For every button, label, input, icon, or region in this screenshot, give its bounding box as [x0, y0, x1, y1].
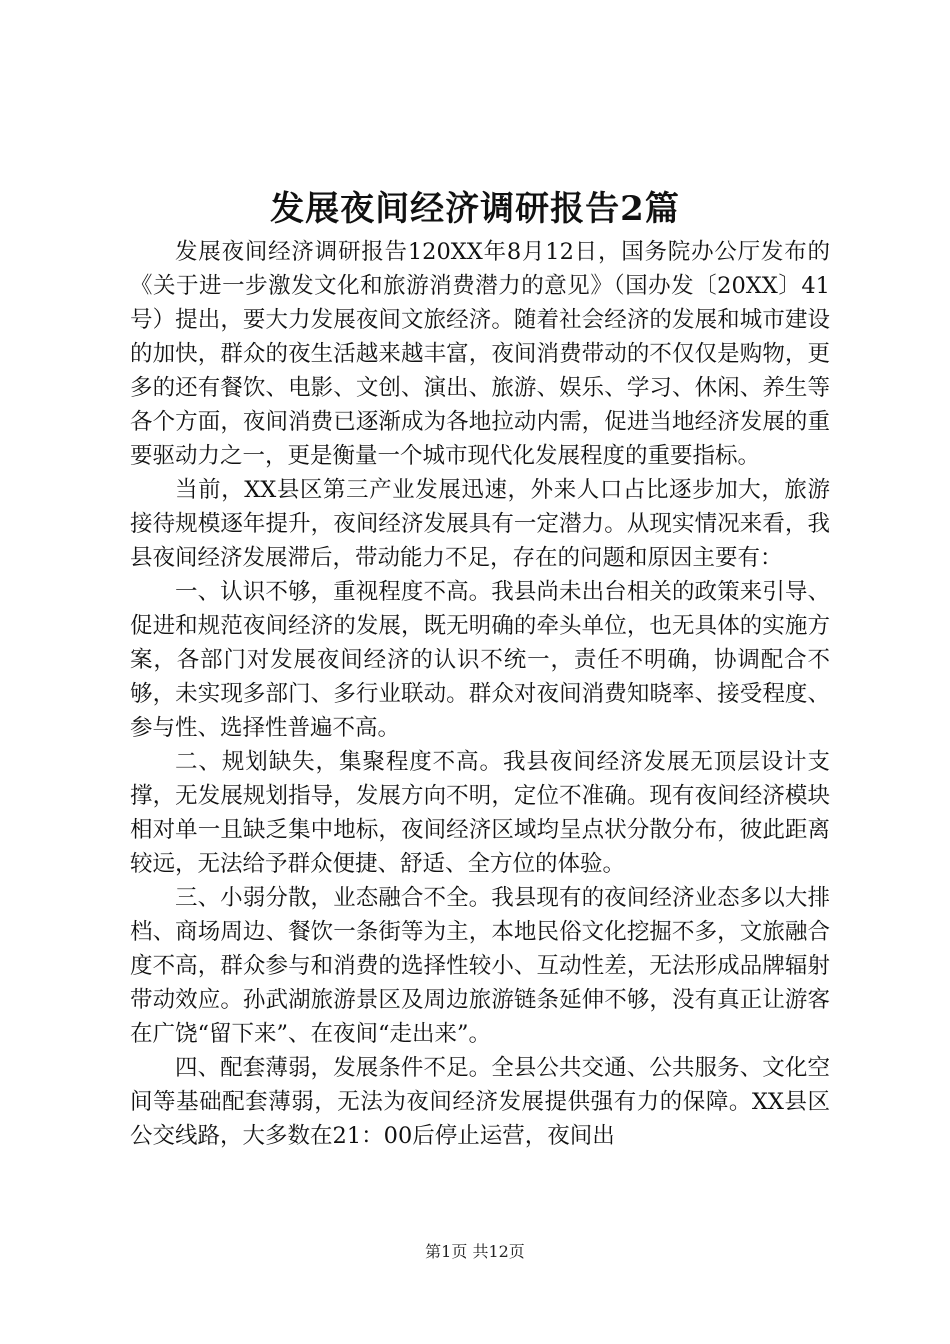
document-body [130, 235, 830, 1153]
paragraph-issue-4: 四、配套薄弱，发展条件不足。全县公共交通、公共服务、文化空间等基础配套薄弱，无法为夜间经济发展提供强有力的保障。XX县区公交线路，大多数在21：00后停止运营，夜间出 [130, 1055, 830, 1149]
paragraph-intro: 发展夜间经济调研报告120XX年8月12日，国务院办公厅发布的《关于进一步激发文化和旅游消费潜力的意见》（国办发〔20XX〕41号）提出，要大力发展夜间文旅经济。随着社会经济的发展和城市建设的加快，群众的夜生活越来越丰富，夜间消费带动的不仅仅是购物，更多的还有餐饮、电影、文创、演出、旅游、娱乐、学习、休闲、养生等各个方面，夜间消费已逐渐成为各地拉动内需，促进当地经济发展的重要驱动力之一，更是衡量一个城市现代化发展程度的重要指标。 [130, 239, 830, 469]
paragraph-issue-1: 一、认识不够，重视程度不高。我县尚未出台相关的政策来引导、促进和规范夜间经济的发展，既无明确的牵头单位，也无具体的实施方案，各部门对发展夜间经济的认识不统一，责任不明确，协调配合不够，未实现多部门、多行业联动。群众对夜间消费知晓率、接受程度、参与性、选择性普遍不高。 [130, 579, 830, 741]
paragraph-issue-2: 二、规划缺失，集聚程度不高。我县夜间经济发展无顶层设计支撑，无发展规划指导，发展方向不明，定位不准确。现有夜间经济模块相对单一且缺乏集中地标，夜间经济区域均呈点状分散分布，彼此距离较远，无法给予群众便捷、舒适、全方位的体验。 [130, 749, 830, 877]
page-footer: 第1页 共12页 [425, 1242, 525, 1261]
paragraph-issue-3: 三、小弱分散，业态融合不全。我县现有的夜间经济业态多以大排档、商场周边、餐饮一条街等为主，本地民俗文化挖掘不多，文旅融合度不高，群众参与和消费的选择性较小、互动性差，无法形成品牌辐射带动效应。孙武湖旅游景区及周边旅游链条延伸不够，没有真正让游客在广饶“留下来”、在夜间“走出来”。 [130, 885, 830, 1047]
paragraph-current-situation: 当前，XX县区第三产业发展迅速，外来人口占比逐步加大，旅游接待规模逐年提升，夜间经济发展具有一定潜力。从现实情况来看，我县夜间经济发展滞后，带动能力不足，存在的问题和原因主要有： [130, 477, 830, 571]
document-title: 发展夜间经济调研报告2篇 [270, 189, 680, 229]
